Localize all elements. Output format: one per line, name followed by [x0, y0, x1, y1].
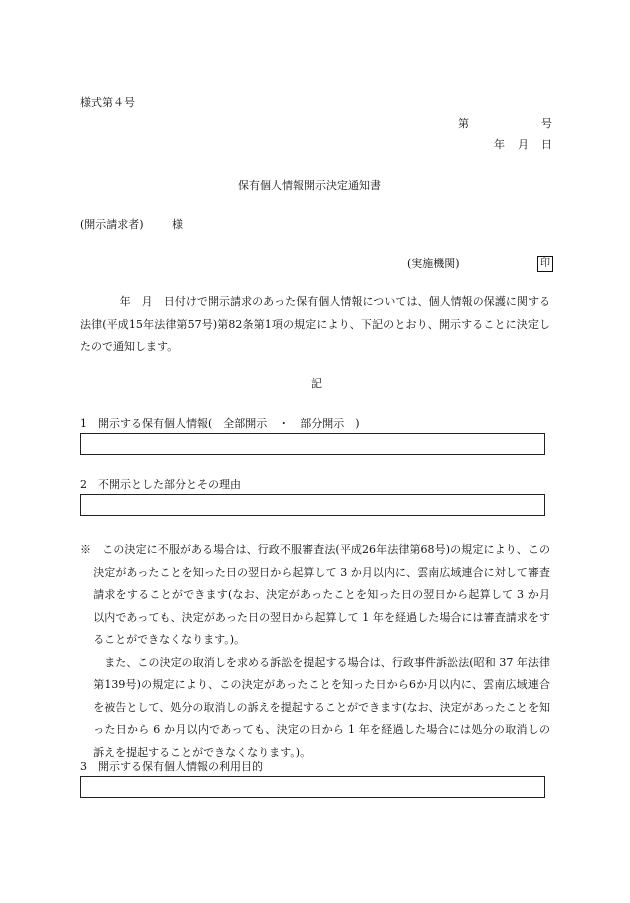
- addressee-honorific: 様: [172, 218, 183, 231]
- ki-heading: 記: [311, 377, 322, 390]
- section-1-heading: 1 開示する保有個人情報( 全部開示 ・ 部分開示 ): [80, 417, 360, 430]
- document-number-suffix: 号: [541, 117, 552, 130]
- section-3-heading: 3 開示する保有個人情報の利用目的: [80, 760, 263, 773]
- form-number: 様式第４号: [80, 96, 135, 109]
- section-1-field[interactable]: [80, 433, 545, 455]
- seal-stamp: 印: [537, 256, 553, 272]
- appeal-notice-text: ※ この決定に不服がある場合は、行政不服審査法(平成26年法律第68号)の規定により、この決定があったことを知った日の翌日から起算して 3 か月以内に、雲南広域連合に対して審査請求をすることができます(なお、決定があったことを知った日の翌日から起算して 3 か月以内であっても、決定があった日の翌日から起算して 1 年を経過した場合には審査請求をすることができなくなります。)。: [80, 543, 550, 646]
- appeal-notice: [80, 539, 550, 764]
- document-number-prefix: 第: [458, 117, 469, 130]
- lawsuit-notice-text: また、この決定の取消しを求める訴訟を提起する場合は、行政事件訴訟法(昭和 37 年法律第139号)の規定により、この決定があったことを知った日から6か月以内に、雲南広域連合を被告として、処分の取消しの訴えを提起することができます(なお、決定があったことを知った日から 6 か月以内であっても、決定の日から 1 年を経過した場合には処分の取消しの訴えを提起することができなくなります。)。: [93, 655, 550, 759]
- addressee-label: (開示請求者): [80, 218, 144, 231]
- section-3-field[interactable]: [80, 776, 545, 798]
- date-year: 年: [494, 138, 505, 151]
- document-title: 保有個人情報開示決定通知書: [238, 179, 381, 192]
- intro-text: 年 月 日付けで開示請求のあった保有個人情報については、個人情報の保護に関する法律(平成15年法律第57号)第82条第1項の規定により、下記のとおり、開示することに決定したので通知します。: [80, 295, 550, 353]
- section-2-field[interactable]: [80, 494, 545, 516]
- agency-label: (実施機関): [407, 257, 460, 270]
- date-month: 月: [518, 138, 529, 151]
- intro-paragraph: [80, 291, 550, 359]
- date-day: 日: [541, 138, 552, 151]
- section-2-heading: 2 不開示とした部分とその理由: [80, 478, 241, 491]
